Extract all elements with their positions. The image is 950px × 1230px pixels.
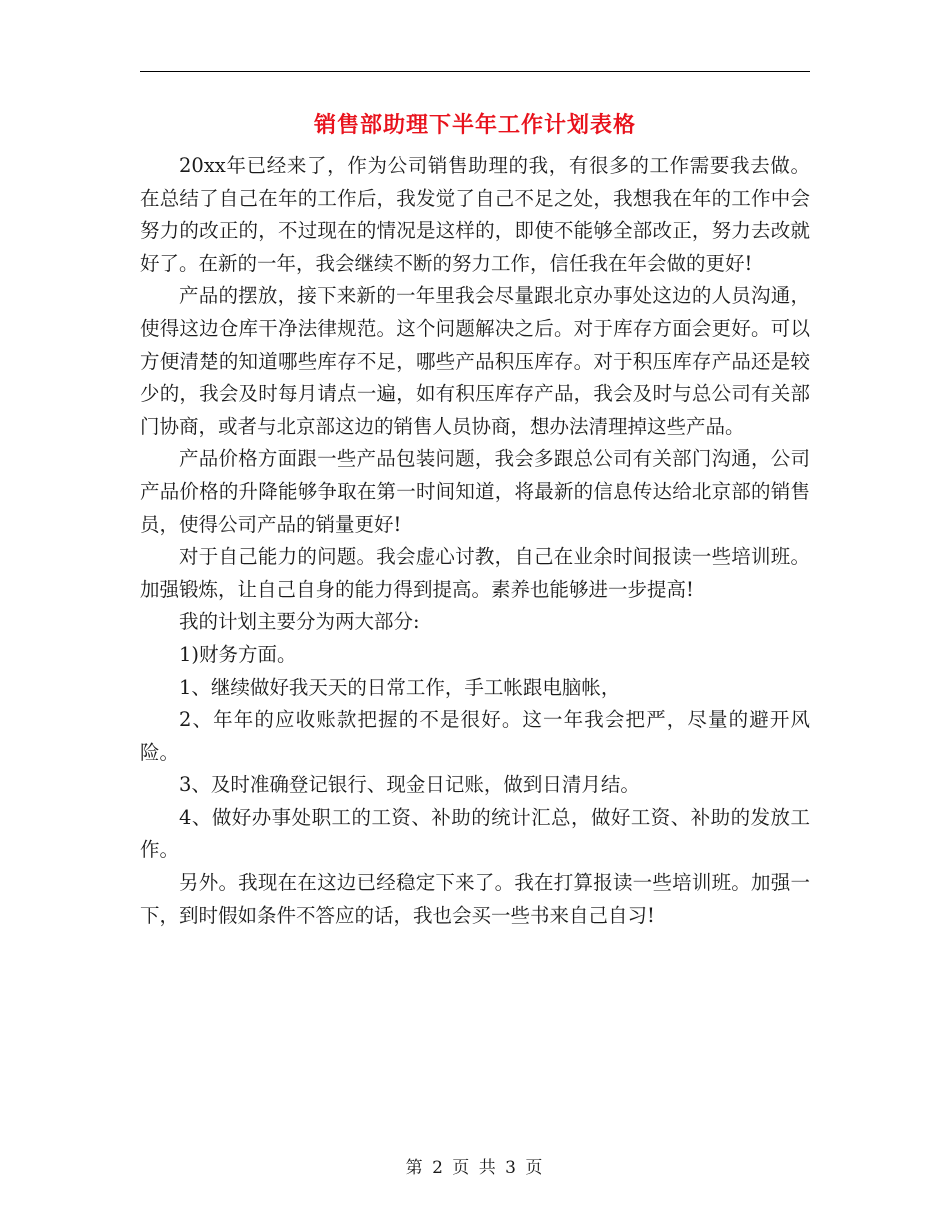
paragraph: 3、及时准确登记银行、现金日记账，做到日清月结。 [179, 773, 640, 797]
paragraph: 对于自己能力的问题。我会虚心讨教，自己在业余时间报读一些培训班。加强锻炼，让自己自身的能力得到提高。素养也能够进一步提高! [140, 545, 810, 601]
document-body [140, 150, 810, 932]
header-rule [140, 71, 810, 72]
paragraph: 产品价格方面跟一些产品包装问题，我会多跟总公司有关部门沟通，公司产品价格的升降能够争取在第一时间知道，将最新的信息传达给北京部的销售员，使得公司产品的销量更好! [140, 447, 810, 536]
paragraph: 另外。我现在在这边已经稳定下来了。我在打算报读一些培训班。加强一下，到时假如条件不答应的话，我也会买一些书来自己自习! [140, 871, 810, 927]
paragraph: 20xx年已经来了，作为公司销售助理的我，有很多的工作需要我去做。在总结了自己在年的工作后，我发觉了自己不足之处，我想我在年的工作中会努力的改正的，不过现在的情况是这样的，即使不能够全部改正，努力去改就好了。在新的一年，我会继续不断的努力工作，信任我在年会做的更好! [140, 154, 810, 275]
paragraph: 2、年年的应收账款把握的不是很好。这一年我会把严，尽量的避开风险。 [140, 708, 810, 764]
paragraph: 我的计划主要分为两大部分: [179, 610, 420, 634]
paragraph: 1)财务方面。 [179, 642, 297, 666]
document-title: 销售部助理下半年工作计划表格 [313, 112, 636, 138]
paragraph: 1、继续做好我天天的日常工作，手工帐跟电脑帐， [179, 675, 621, 699]
paragraph: 4、做好办事处职工的工资、补助的统计汇总，做好工资、补助的发放工作。 [140, 805, 810, 862]
page-number: 第 2 页 共 3 页 [405, 1158, 545, 1178]
paragraph: 产品的摆放，接下来新的一年里我会尽量跟北京办事处这边的人员沟通，使得这边仓库干净法律规范。这个问题解决之后。对于库存方面会更好。可以方便清楚的知道哪些库存不足，哪些产品积压库存。对于积压库存产品还是较少的，我会及时每月请点一遍，如有积压库存产品，我会及时与总公司有关部门协商，或者与北京部这边的销售人员协商，想办法清理掉这些产品。 [140, 284, 810, 438]
